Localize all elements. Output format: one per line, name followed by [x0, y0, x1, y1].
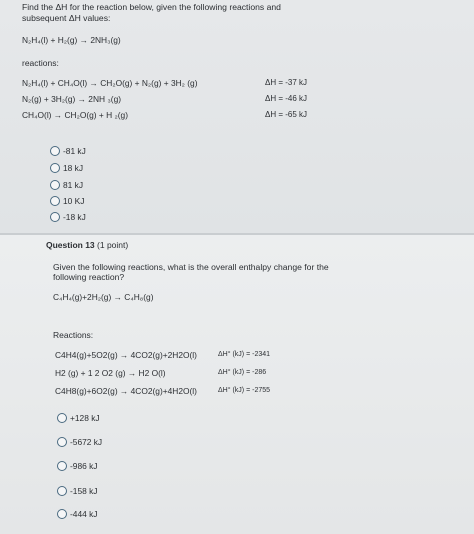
option-label: 81 kJ	[63, 180, 84, 190]
q12-prompt-line1: Find the ΔH for the reaction below, given the following reactions and	[22, 2, 281, 12]
q12-reactions-label: reactions:	[22, 58, 59, 68]
option-label: -158 kJ	[70, 486, 98, 496]
q12-target-reaction: N₂H₄(l) + H₂(g) → 2NH₃(g)	[22, 35, 121, 45]
q13-option-4[interactable]	[57, 486, 97, 496]
q12-option-5[interactable]	[50, 212, 86, 222]
radio-button-icon[interactable]	[57, 509, 67, 519]
radio-button-icon[interactable]	[50, 146, 60, 156]
q12-option-1[interactable]	[50, 146, 86, 156]
q13-prompt-line1: Given the following reactions, what is the overall enthalpy change for the	[53, 262, 329, 272]
q12-reaction-2: N₂(g) + 3H₂(g) → 2NH ₃(g)	[22, 94, 122, 104]
q13-option-2[interactable]	[57, 437, 102, 447]
q13-target-reaction: C₄H₄(g)+2H₂(g) → C₄H₈(g)	[53, 292, 154, 302]
q13-dh-1: ΔH° (kJ) = -2341	[218, 351, 271, 358]
q12-dh-2: ΔH = -46 kJ	[265, 94, 308, 103]
radio-button-icon[interactable]	[50, 196, 60, 206]
q13-points: (1 point)	[97, 240, 129, 250]
q12-prompt-line2: subsequent ΔH values:	[22, 13, 111, 23]
q12-option-3[interactable]	[50, 180, 83, 190]
option-label: -5672 kJ	[70, 437, 103, 447]
option-label: -18 kJ	[63, 212, 86, 222]
option-label: -81 kJ	[63, 146, 86, 156]
q12-reaction-1: N₂H₄(l) + CH₄O(l) → CH₂O(g) + N₂(g) + 3H₂ (g)	[22, 78, 198, 88]
option-label: 18 kJ	[63, 163, 84, 173]
q13-prompt-line2: following reaction?	[53, 272, 125, 282]
q12-option-2[interactable]	[50, 163, 83, 173]
option-label: -986 kJ	[70, 461, 98, 471]
radio-button-icon[interactable]	[50, 163, 60, 173]
q13-reaction-3: C4H8(g)+6O2(g) → 4CO2(g)+4H2O(l)	[55, 386, 197, 396]
q12-dh-3: ΔH = -65 kJ	[265, 110, 308, 119]
radio-button-icon[interactable]	[57, 461, 67, 471]
radio-button-icon[interactable]	[57, 486, 67, 496]
radio-button-icon[interactable]	[57, 437, 67, 447]
q13-option-3[interactable]	[57, 461, 97, 471]
q12-option-4[interactable]	[50, 196, 84, 206]
q13-dh-3: ΔH° (kJ) = -2755	[218, 387, 271, 394]
option-label: -444 kJ	[70, 509, 98, 519]
q13-heading	[46, 240, 128, 250]
q13-reactions-label: Reactions:	[53, 330, 94, 340]
q13-title: Question 13	[46, 240, 95, 250]
option-label: 10 KJ	[63, 196, 85, 206]
q13-option-1[interactable]	[57, 413, 100, 423]
q12-reaction-3: CH₄O(l) → CH₂O(g) + H ₂(g)	[22, 110, 129, 120]
q13-option-5[interactable]	[57, 509, 97, 519]
q13-dh-2: ΔH° (kJ) = -286	[218, 369, 267, 376]
option-label: +128 kJ	[70, 413, 100, 423]
radio-button-icon[interactable]	[57, 413, 67, 423]
radio-button-icon[interactable]	[50, 180, 60, 190]
q12-dh-1: ΔH = -37 kJ	[265, 78, 308, 87]
q13-reaction-1: C4H4(g)+5O2(g) → 4CO2(g)+2H2O(l)	[55, 350, 197, 360]
q13-reaction-2: H2 (g) + 1 2 O2 (g) → H2 O(l)	[55, 368, 166, 378]
radio-button-icon[interactable]	[50, 212, 60, 222]
